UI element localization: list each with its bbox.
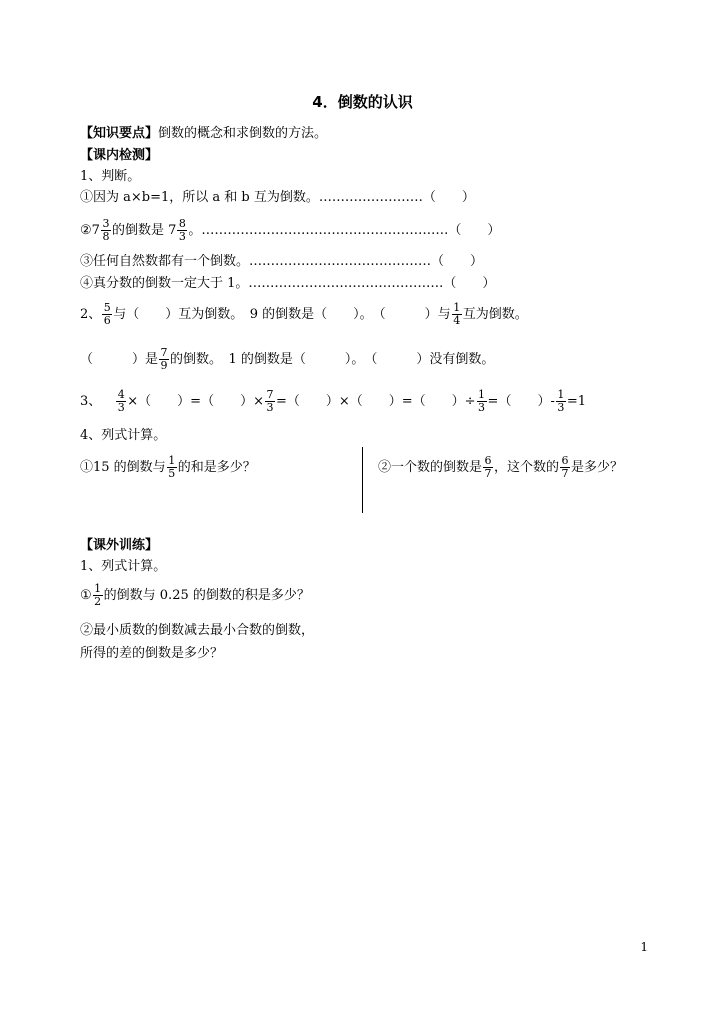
q1-item-4: ④真分数的倒数一定大于 1。………………………………………（ ）: [80, 276, 496, 291]
knowledge-text: 倒数的概念和求倒数的方法。: [158, 126, 328, 141]
fraction: [556, 389, 566, 414]
fraction-denominator: 6: [103, 314, 111, 327]
fraction-numerator: 1: [453, 301, 461, 314]
q3-label: 3、: [80, 394, 102, 409]
e1-item-1: [80, 583, 310, 608]
q1-item-2: [80, 218, 500, 243]
vertical-divider: [362, 447, 363, 513]
q3-text-1: ×（ ）=（ ）×: [127, 394, 264, 409]
fraction: [102, 302, 112, 327]
fraction: [177, 218, 187, 243]
q4-label: 4、列式计算。: [80, 428, 167, 443]
section-in-class: 【课内检测】: [80, 148, 159, 163]
fraction: [167, 455, 177, 480]
q2-text-4: 的倒数。 1 的倒数是（ ）。 （ ）没有倒数。: [170, 352, 495, 367]
fraction-denominator: 3: [178, 230, 186, 243]
q4-right: [378, 455, 623, 480]
fraction: [483, 455, 493, 480]
fraction: [452, 302, 462, 327]
fraction-numerator: 4: [117, 388, 125, 401]
page-number: 1: [640, 940, 648, 954]
q1-label: 1、判断。: [80, 169, 141, 184]
q3-text-4: =1: [566, 394, 587, 409]
fraction-denominator: 3: [117, 401, 125, 414]
q2-text-1: 与（ ）互为倒数。 9 的倒数是（ ）。 （ ）与: [113, 307, 451, 322]
q2-text-3: （ ）是: [80, 352, 159, 367]
fraction: [265, 389, 275, 414]
e1-item-1-marker: ①: [80, 588, 92, 603]
q2-text-2: 互为倒数。: [462, 307, 528, 322]
q4-right-text-a: ②一个数的倒数是: [378, 460, 483, 475]
q2-label: 2、: [80, 307, 102, 322]
q3-text-2: =（ ）×（ ）=（ ）÷: [275, 394, 476, 409]
q1-item-3: ③任何自然数都有一个倒数。……………………………………（ ）: [80, 254, 484, 269]
fraction: [116, 389, 126, 414]
q4-left-text-b: 的和是多少？: [177, 460, 256, 475]
fraction-denominator: 7: [484, 467, 492, 480]
fraction-denominator: 3: [557, 401, 565, 414]
fraction-numerator: 7: [266, 388, 274, 401]
page-title: 4．倒数的认识: [312, 93, 413, 111]
section-extracurricular: 【课外训练】: [80, 538, 159, 553]
fraction-denominator: 9: [160, 359, 168, 372]
q2-line-1: [80, 302, 528, 327]
fraction-denominator: 3: [266, 401, 274, 414]
fraction-numerator: 6: [561, 454, 569, 467]
fraction-denominator: 5: [168, 467, 176, 480]
fraction-denominator: 3: [478, 401, 486, 414]
fraction-numerator: 8: [178, 217, 186, 230]
q1-item-2-text-b: 的倒数是 7: [111, 223, 177, 238]
fraction: [560, 455, 570, 480]
fraction-denominator: 4: [453, 314, 461, 327]
fraction-numerator: 1: [168, 454, 176, 467]
knowledge-points: [80, 125, 327, 143]
fraction-denominator: 7: [561, 467, 569, 480]
fraction: [93, 583, 103, 608]
fraction-denominator: 8: [102, 230, 110, 243]
q4-right-text-c: 是多少？: [571, 460, 624, 475]
fraction: [477, 389, 487, 414]
e1-item-2-line-2: 所得的差的倒数是多少？: [80, 646, 224, 661]
q1-item-1: ①因为 a×b=1，所以 a 和 b 互为倒数。……………………（ ）: [80, 190, 475, 205]
e1-label: 1、列式计算。: [80, 559, 167, 574]
q3-line: [80, 389, 586, 414]
q3-text-3: =（ ）-: [487, 394, 555, 409]
fraction-numerator: 3: [102, 217, 110, 230]
fraction-numerator: 1: [478, 388, 486, 401]
q2-line-2: [80, 347, 494, 372]
fraction-numerator: 1: [557, 388, 565, 401]
knowledge-heading: 【知识要点】: [80, 126, 159, 141]
q1-item-2-text-c: 。…………………………………………………（ ）: [188, 223, 501, 238]
fraction-numerator: 7: [160, 346, 168, 359]
fraction-denominator: 2: [94, 595, 102, 608]
q4-left: [80, 455, 256, 480]
fraction-numerator: 5: [103, 301, 111, 314]
fraction-numerator: 6: [484, 454, 492, 467]
q4-right-text-b: ，这个数的: [494, 460, 560, 475]
e1-item-2-line-1: ②最小质数的倒数减去最小合数的倒数，: [80, 623, 315, 638]
fraction-numerator: 1: [94, 582, 102, 595]
e1-item-1-text: 的倒数与 0.25 的倒数的积是多少？: [103, 588, 310, 603]
fraction: [101, 218, 111, 243]
q1-item-2-text-a: ②7: [80, 223, 100, 238]
q4-left-text-a: ①15 的倒数与: [80, 460, 166, 475]
fraction: [159, 347, 169, 372]
